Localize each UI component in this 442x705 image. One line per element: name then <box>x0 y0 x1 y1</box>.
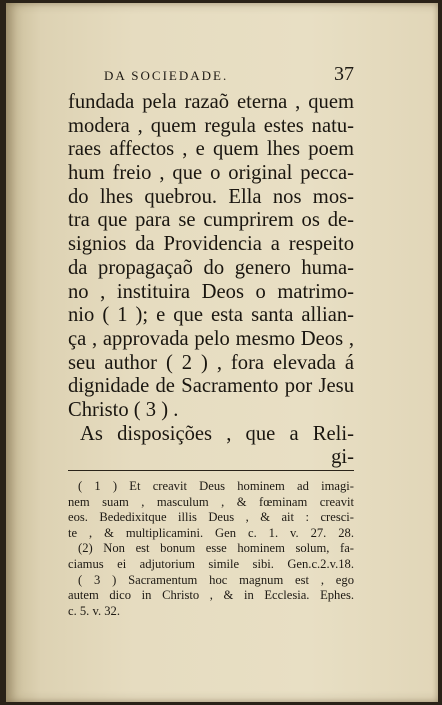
footnote-line: ciamus ei adjutorium simile sibi. Gen.c.2.v.18. <box>68 556 354 571</box>
footnote-rule <box>68 470 354 471</box>
page-header <box>104 65 354 89</box>
text-line: fundada pela razaõ eterna , quem <box>68 91 354 113</box>
catchword: gi- <box>331 446 354 469</box>
text-line: dignidade de Sacramento por Jesu <box>68 375 354 398</box>
text-line: no , instituira Deos o matrimo- <box>68 280 354 303</box>
text-line: modera , quem regula estes natu- <box>68 114 354 137</box>
running-head: DA SOCIEDADE. <box>104 68 229 83</box>
footnote-line: ( 3 ) Sacramentum hoc magnum est , ego <box>78 572 354 587</box>
text-line: Christo ( 3 ) . <box>68 398 179 421</box>
footnote-line: (2) Non est bonum esse hominem solum, fa- <box>78 541 354 556</box>
footnote-line: autem dico in Christo , & in Ecclesia. Ephes. <box>68 588 354 603</box>
text-line: hum freio , que o original pecca- <box>68 162 354 185</box>
text-line: nio ( 1 ); e que esta santa allian- <box>68 304 354 327</box>
text-line: raes affectos , e quem lhes poem <box>68 138 354 161</box>
text-line: ça , approvada pelo mesmo Deos , <box>68 327 354 350</box>
footnote-line: ( 1 ) Et creavit Deus hominem ad imagi- <box>78 479 354 493</box>
book-page <box>6 3 438 702</box>
footnote-line: te , & multiplicamini. Gen c. 1. v. 27. 28. <box>68 525 354 540</box>
main-text <box>68 91 354 470</box>
page-number: 37 <box>334 63 354 85</box>
footnotes <box>68 479 354 619</box>
text-line: da propagaçaõ do genero huma- <box>68 256 354 279</box>
footnote-line: c. 5. v. 32. <box>68 603 120 618</box>
text-line: signios da Providencia a respeito <box>68 233 354 256</box>
text-line: tra que para se cumprirem os de- <box>68 209 354 232</box>
footnote-line: nem suam , masculum , & fœminam creavit <box>68 494 354 509</box>
text-line: As disposições , que a Reli- <box>80 422 354 445</box>
text-line: seu author ( 2 ) , fora elevada á <box>68 351 354 374</box>
footnote-line: eos. Bededixitque illis Deus , & ait : cresci- <box>68 510 354 525</box>
text-line: do lhes quebrou. Ella nos mos- <box>68 185 354 208</box>
